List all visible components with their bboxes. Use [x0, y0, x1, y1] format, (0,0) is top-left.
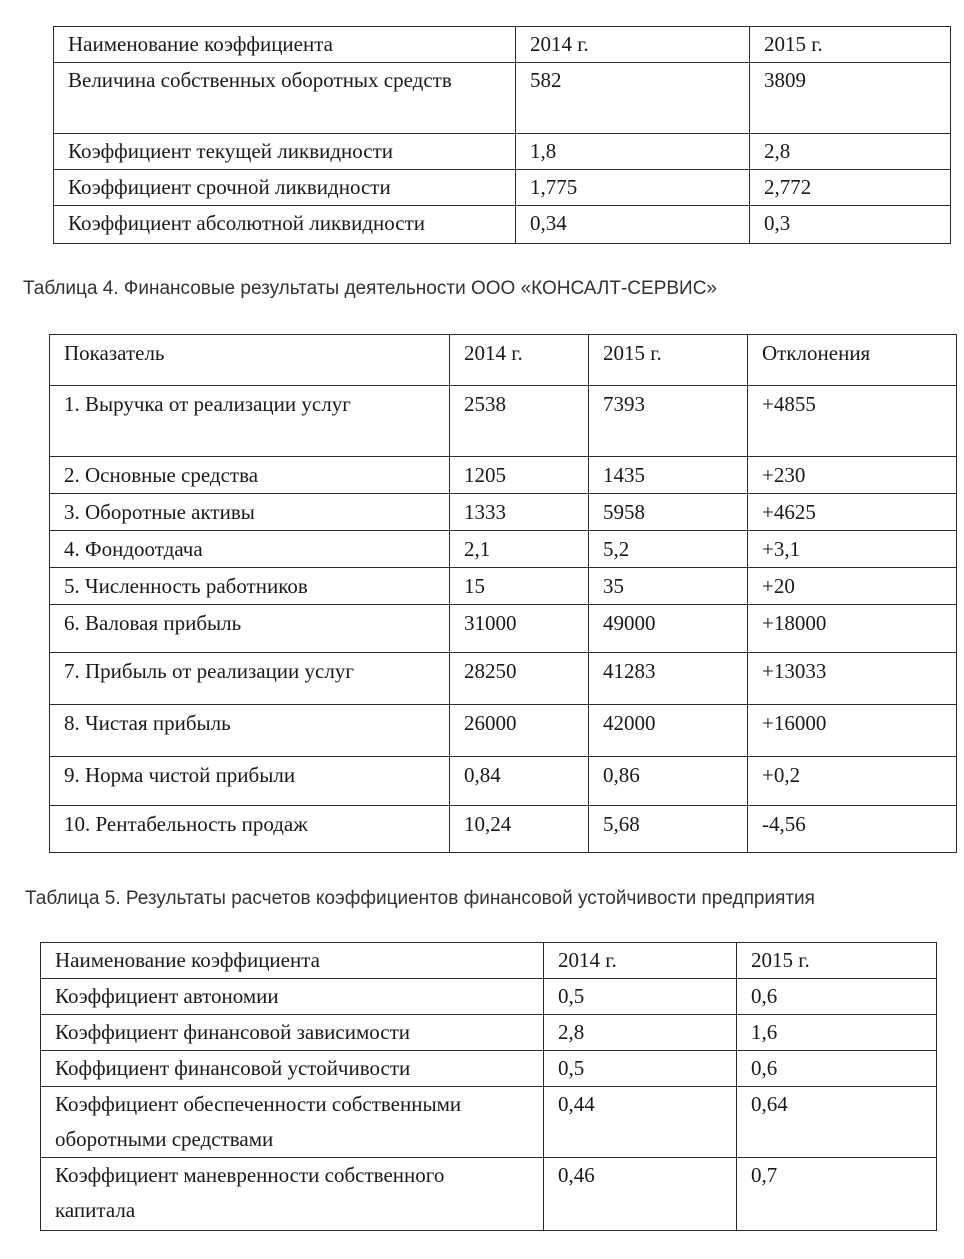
- cell-2015: 41283: [589, 653, 748, 705]
- cell-2014: 26000: [450, 705, 589, 757]
- row-label: 3. Оборотные активы: [50, 494, 450, 531]
- row-label: 4. Фондоотдача: [50, 531, 450, 568]
- cell-2015: 0,86: [589, 757, 748, 806]
- cell-2014: 0,46: [544, 1158, 737, 1231]
- cell-2015: 5,68: [589, 806, 748, 853]
- row-label: 8. Чистая прибыль: [50, 705, 450, 757]
- row-label: 6. Валовая прибыль: [50, 605, 450, 653]
- row-label: Коэффициент финансовой зависимости: [41, 1015, 544, 1051]
- table-row: [50, 806, 957, 853]
- cell-2015: 5,2: [589, 531, 748, 568]
- table-row: [41, 1051, 937, 1087]
- row-label: Коэффициент абсолютной ликвидности: [54, 206, 516, 244]
- cell-2014: 15: [450, 568, 589, 605]
- header-cell: 2014 г.: [516, 27, 750, 63]
- table-row: [50, 757, 957, 806]
- table-row: [54, 170, 951, 206]
- table-row: [54, 206, 951, 244]
- cell-2014: 10,24: [450, 806, 589, 853]
- cell-2015: 0,64: [737, 1087, 937, 1158]
- table-row: [41, 979, 937, 1015]
- row-label: 2. Основные средства: [50, 457, 450, 494]
- cell-2015: 42000: [589, 705, 748, 757]
- cell-2015: 5958: [589, 494, 748, 531]
- table4-caption: Таблица 4. Финансовые результаты деятельности ООО «КОНСАЛТ-СЕРВИС»: [23, 278, 717, 299]
- row-label: Коэффициент автономии: [41, 979, 544, 1015]
- table-row: [50, 653, 957, 705]
- row-label: Коэффициент обеспеченности собственными оборотными средствами: [41, 1087, 544, 1158]
- table-row: [50, 605, 957, 653]
- liquidity-table: [53, 26, 951, 244]
- row-label: 9. Норма чистой прибыли: [50, 757, 450, 806]
- table-row: [50, 457, 957, 494]
- cell-2015: 1,6: [737, 1015, 937, 1051]
- cell-2014: 0,34: [516, 206, 750, 244]
- cell-2014: 2,8: [544, 1015, 737, 1051]
- cell-2014: 1205: [450, 457, 589, 494]
- cell-2015: 0,7: [737, 1158, 937, 1231]
- cell-deviation: +4625: [748, 494, 957, 531]
- cell-2015: 0,6: [737, 1051, 937, 1087]
- header-cell: 2015 г.: [589, 335, 748, 386]
- cell-2015: 35: [589, 568, 748, 605]
- header-cell: Отклонения: [748, 335, 957, 386]
- cell-deviation: +16000: [748, 705, 957, 757]
- cell-2014: 0,5: [544, 979, 737, 1015]
- row-label: 1. Выручка от реализации услуг: [50, 386, 450, 457]
- cell-deviation: +20: [748, 568, 957, 605]
- cell-deviation: -4,56: [748, 806, 957, 853]
- cell-2014: 1,775: [516, 170, 750, 206]
- cell-2015: 0,6: [737, 979, 937, 1015]
- header-cell: 2014 г.: [544, 943, 737, 979]
- header-cell: 2015 г.: [750, 27, 951, 63]
- table-header-row: [54, 27, 951, 63]
- table-row: [41, 1087, 937, 1158]
- table-row: [50, 531, 957, 568]
- cell-deviation: +3,1: [748, 531, 957, 568]
- header-cell: Показатель: [50, 335, 450, 386]
- cell-2015: 1435: [589, 457, 748, 494]
- cell-2015: 7393: [589, 386, 748, 457]
- row-label: 5. Численность работников: [50, 568, 450, 605]
- cell-2015: 3809: [750, 63, 951, 134]
- row-label: Коффициент финансовой устойчивости: [41, 1051, 544, 1087]
- table-header-row: [50, 335, 957, 386]
- table-row: [41, 1015, 937, 1051]
- financial-stability-table: [40, 942, 937, 1231]
- table-row: [41, 1158, 937, 1231]
- cell-2014: 1,8: [516, 134, 750, 170]
- cell-2015: 2,772: [750, 170, 951, 206]
- table-row: [50, 386, 957, 457]
- table5-caption: Таблица 5. Результаты расчетов коэффициентов финансовой устойчивости предприятия: [25, 888, 815, 909]
- cell-2015: 0,3: [750, 206, 951, 244]
- cell-deviation: +4855: [748, 386, 957, 457]
- table-row: [54, 63, 951, 134]
- table-header-row: [41, 943, 937, 979]
- row-label: Коэффициент срочной ликвидности: [54, 170, 516, 206]
- row-label: Коэффициент текущей ликвидности: [54, 134, 516, 170]
- header-cell: Наименование коэффициента: [54, 27, 516, 63]
- row-label: Коэффициент маневренности собственного капитала: [41, 1158, 544, 1231]
- table-row: [50, 494, 957, 531]
- cell-2014: 0,44: [544, 1087, 737, 1158]
- cell-2014: 1333: [450, 494, 589, 531]
- table-row: [54, 134, 951, 170]
- table-row: [50, 568, 957, 605]
- financial-results-table: [49, 334, 957, 853]
- cell-2014: 28250: [450, 653, 589, 705]
- header-cell: Наименование коэффициента: [41, 943, 544, 979]
- cell-2014: 2,1: [450, 531, 589, 568]
- cell-2014: 2538: [450, 386, 589, 457]
- table-row: [50, 705, 957, 757]
- cell-2014: 31000: [450, 605, 589, 653]
- cell-2014: 0,84: [450, 757, 589, 806]
- cell-2014: 582: [516, 63, 750, 134]
- cell-deviation: +13033: [748, 653, 957, 705]
- row-label: Величина собственных оборотных средств: [54, 63, 516, 134]
- row-label: 7. Прибыль от реализации услуг: [50, 653, 450, 705]
- cell-deviation: +18000: [748, 605, 957, 653]
- header-cell: 2015 г.: [737, 943, 937, 979]
- cell-2014: 0,5: [544, 1051, 737, 1087]
- cell-2015: 49000: [589, 605, 748, 653]
- cell-deviation: +0,2: [748, 757, 957, 806]
- cell-2015: 2,8: [750, 134, 951, 170]
- cell-deviation: +230: [748, 457, 957, 494]
- row-label: 10. Рентабельность продаж: [50, 806, 450, 853]
- header-cell: 2014 г.: [450, 335, 589, 386]
